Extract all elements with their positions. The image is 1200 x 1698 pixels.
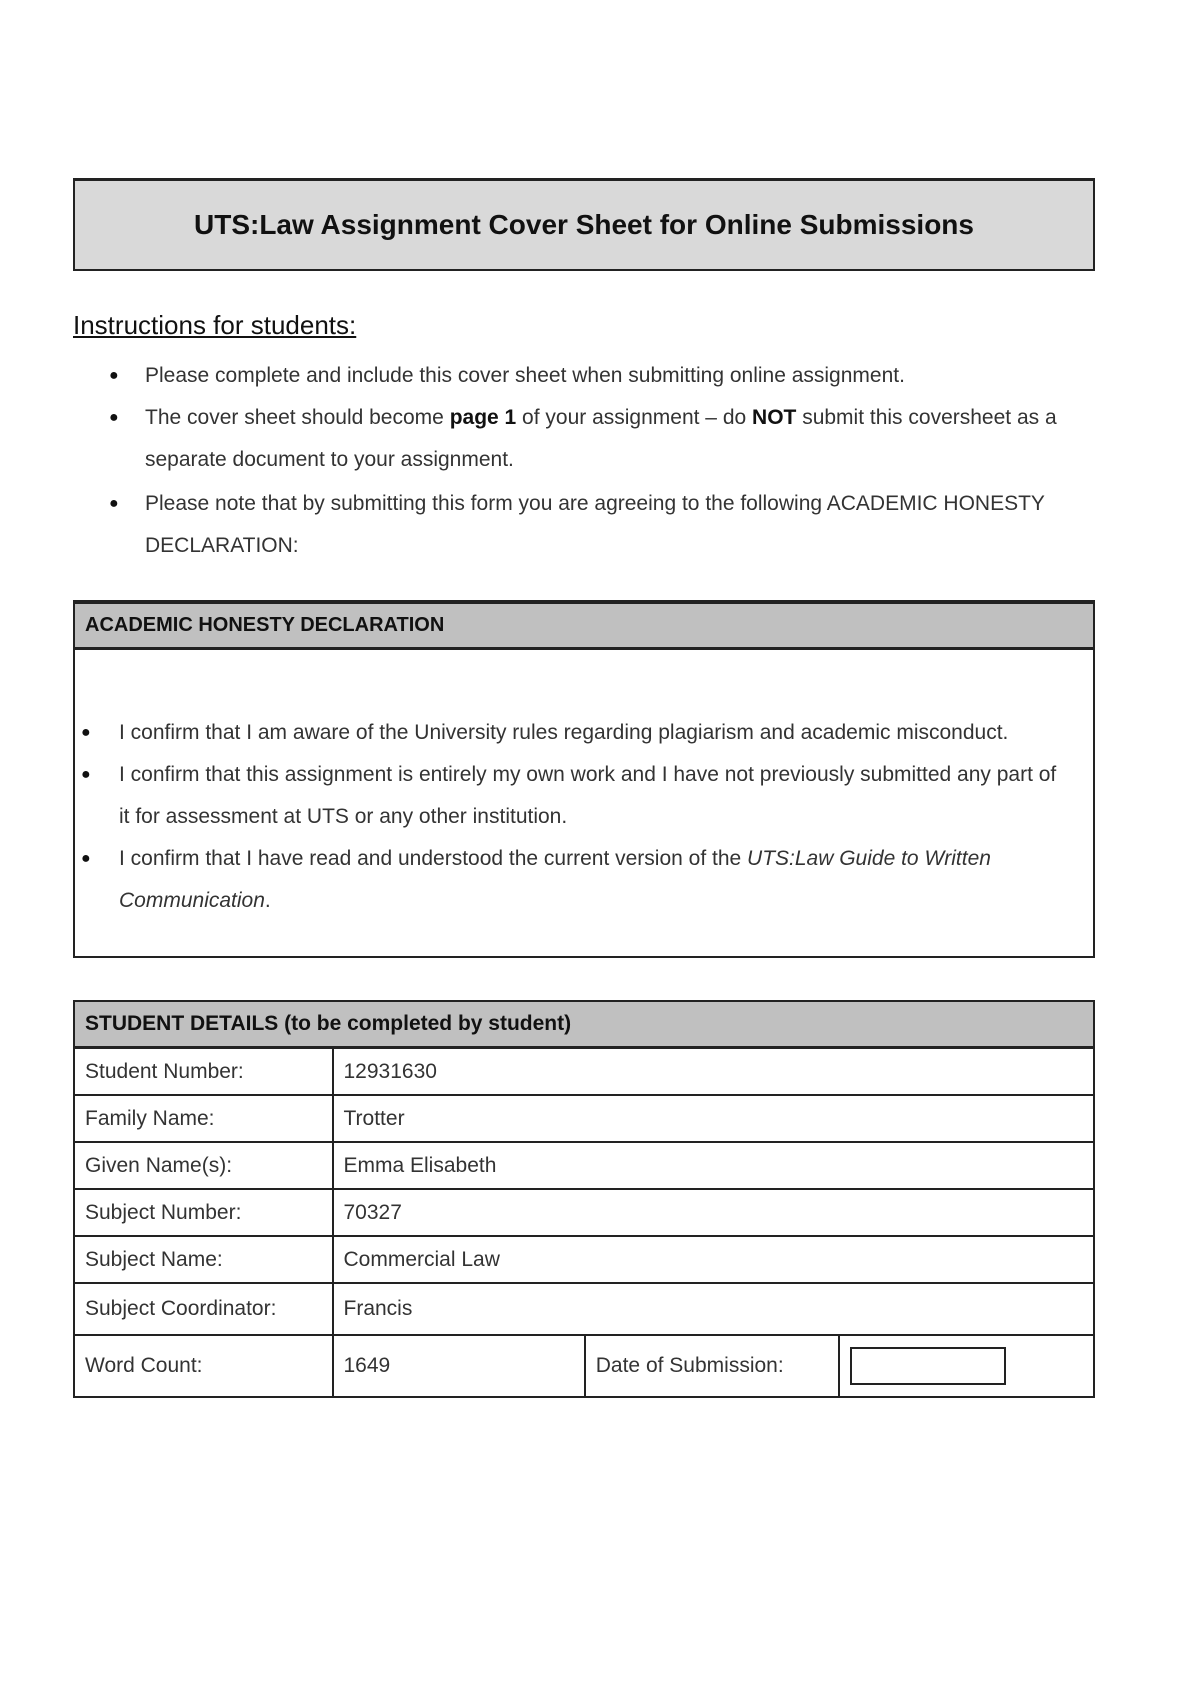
field-label: Date of Submission: (585, 1335, 840, 1397)
bullet-icon: ● (81, 850, 91, 867)
declaration-heading: ACADEMIC HONESTY DECLARATION (75, 602, 1093, 650)
instruction-item (109, 355, 1085, 397)
instruction-item (109, 483, 1085, 567)
instruction-bold: NOT (752, 406, 797, 429)
table-row (74, 1142, 1094, 1189)
bullet-icon: ● (109, 367, 119, 384)
field-label: Word Count: (74, 1335, 333, 1397)
field-label: Student Number: (74, 1048, 333, 1096)
instruction-text: The cover sheet should become (145, 406, 450, 429)
table-row (74, 1236, 1094, 1283)
table-header-row (74, 1001, 1094, 1048)
declaration-item (81, 838, 1069, 922)
subject-name-field[interactable]: Commercial Law (333, 1236, 1095, 1283)
field-label: Subject Name: (74, 1236, 333, 1283)
student-details-table (73, 1000, 1095, 1398)
bullet-icon: ● (109, 495, 119, 512)
page-title: UTS:Law Assignment Cover Sheet for Online Submissions (194, 209, 974, 240)
date-cell (839, 1335, 1094, 1397)
instruction-text: of your assignment – do (516, 406, 753, 429)
instruction-bold: page 1 (449, 406, 517, 429)
field-label: Subject Coordinator: (74, 1283, 333, 1335)
subject-coordinator-field[interactable]: Francis (333, 1283, 1095, 1335)
given-names-field[interactable]: Emma Elisabeth (333, 1142, 1095, 1189)
table-row (74, 1048, 1094, 1096)
guide-title: UTS:Law Guide to Written Communication (119, 847, 991, 912)
declaration-text: I confirm that I am aware of the University rules regarding plagiarism and academic misconduct. (119, 721, 1009, 744)
declaration-item (81, 712, 1069, 754)
student-details-heading: STUDENT DETAILS (to be completed by student) (74, 1001, 1094, 1048)
instructions-heading: Instructions for students: (73, 310, 357, 340)
field-label: Subject Number: (74, 1189, 333, 1236)
subject-number-field[interactable]: 70327 (333, 1189, 1095, 1236)
declaration-text: I confirm that this assignment is entirely my own work and I have not previously submitted any part of it for assessment at UTS or any other institution. (119, 763, 1057, 828)
student-number-field[interactable]: 12931630 (333, 1048, 1095, 1096)
instruction-text: submit this coversheet as a separate document to your assignment. (145, 406, 1057, 471)
table-row (74, 1189, 1094, 1236)
declaration-box (73, 600, 1095, 958)
family-name-field[interactable]: Trotter (333, 1095, 1095, 1142)
field-label: Given Name(s): (74, 1142, 333, 1189)
bullet-icon: ● (81, 724, 91, 741)
declaration-list (81, 712, 1069, 922)
declaration-text: . (264, 889, 271, 912)
bullet-icon: ● (109, 409, 119, 426)
field-label: Family Name: (74, 1095, 333, 1142)
declaration-item (81, 754, 1069, 838)
table-row (74, 1283, 1094, 1335)
title-box (73, 178, 1095, 271)
word-count-field[interactable]: 1649 (333, 1335, 585, 1397)
instruction-text: Please complete and include this cover sheet when submitting online assignment. (145, 364, 905, 387)
bullet-icon: ● (81, 766, 91, 783)
instruction-text: Please note that by submitting this form you are agreeing to the following ACADEMIC HONESTY DECLARATION: (145, 492, 1045, 557)
table-row (74, 1335, 1094, 1397)
declaration-text: I confirm that I have read and understood the current version of the (119, 847, 748, 870)
table-row (74, 1095, 1094, 1142)
date-of-submission-field[interactable] (850, 1347, 1006, 1385)
instruction-item (109, 397, 1085, 481)
